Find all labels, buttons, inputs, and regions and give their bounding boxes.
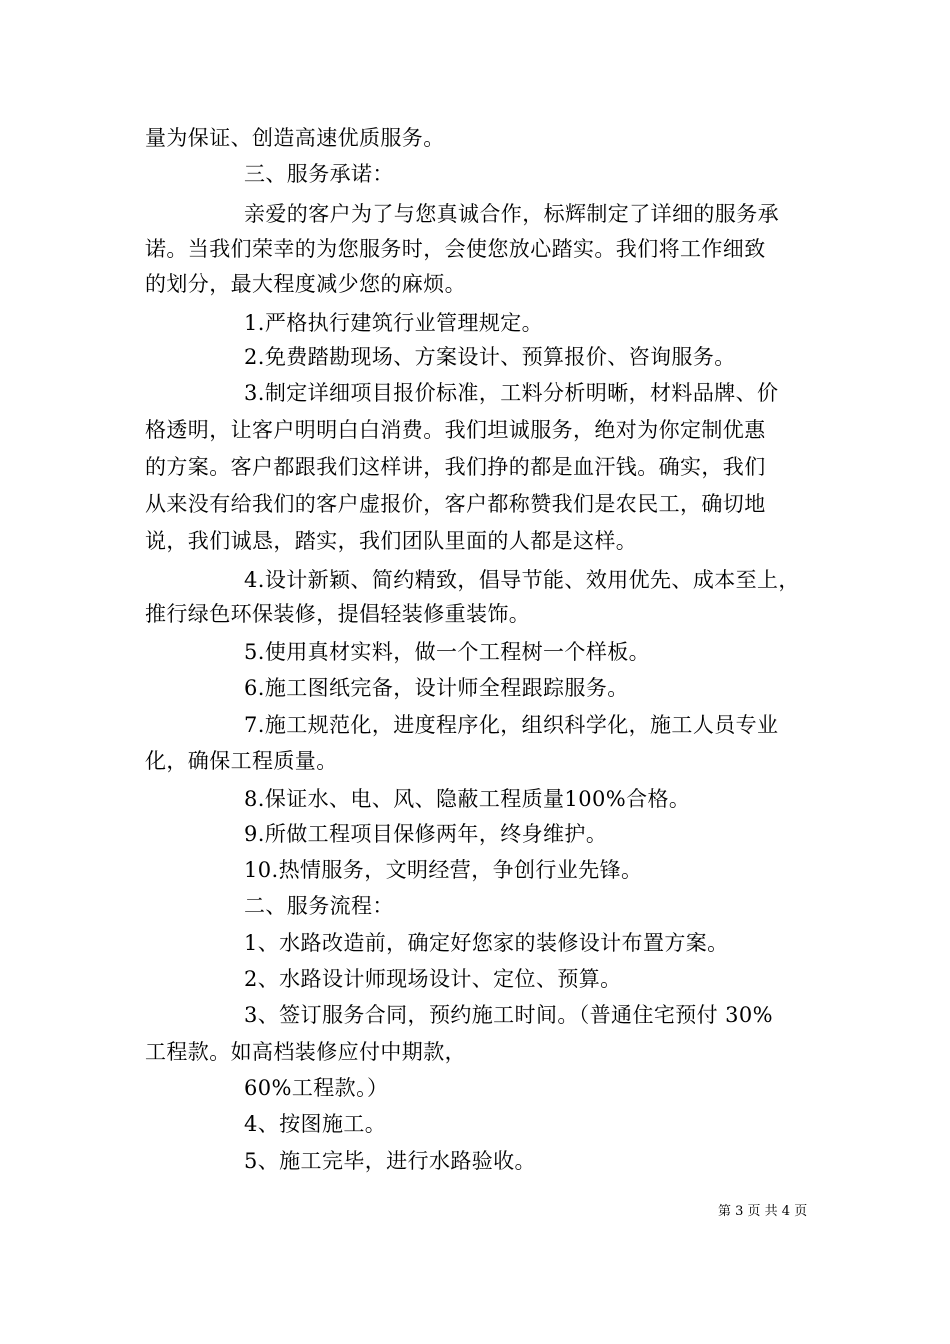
text-line: 格透明，让客户明明白白消费。我们坦诚服务，绝对为你定制优惠 xyxy=(145,418,766,442)
text-line: 的划分，最大程度减少您的麻烦。 xyxy=(145,272,466,296)
list-item: 6.施工图纸完备，设计师全程跟踪服务。 xyxy=(244,676,629,700)
list-item: 3、签订服务合同，预约施工时间。（普通住宅预付 30% xyxy=(244,1003,774,1027)
list-item: 8.保证水、电、风、隐蔽工程质量100%合格。 xyxy=(244,787,691,811)
page-number-footer: 第 3 页 共 4 页 xyxy=(718,1204,808,1219)
text-line: 化，确保工程质量。 xyxy=(145,749,338,773)
text-line: 推行绿色环保装修，提倡轻装修重装饰。 xyxy=(145,602,531,626)
list-item: 5、施工完毕，进行水路验收。 xyxy=(244,1149,536,1173)
list-item: 10.热情服务，文明经营，争创行业先锋。 xyxy=(244,858,643,882)
list-item: 4、按图施工。 xyxy=(244,1112,387,1136)
text-line: 诺。当我们荣幸的为您服务时，会使您放心踏实。我们将工作细致 xyxy=(145,237,766,261)
list-item: 4.设计新颖、简约精致，倡导节能、效用优先、成本至上， xyxy=(244,568,800,592)
text-line: 工程款。如高档装修应付中期款， xyxy=(145,1040,466,1064)
list-item: 9.所做工程项目保修两年，终身维护。 xyxy=(244,822,608,846)
list-item: 2、水路设计师现场设计、定位、预算。 xyxy=(244,967,622,991)
text-line: 亲爱的客户为了与您真诚合作，标辉制定了详细的服务承 xyxy=(244,202,779,226)
list-item: 5.使用真材实料，做一个工程树一个样板。 xyxy=(244,640,651,664)
list-item: 2.免费踏勘现场、方案设计、预算报价、咨询服务。 xyxy=(244,345,736,369)
text-line: 量为保证、创造高速优质服务。 xyxy=(145,126,445,150)
list-item: 1.严格执行建筑行业管理规定。 xyxy=(244,311,544,335)
text-line: 的方案。客户都跟我们这样讲，我们挣的都是血汗钱。确实，我们 xyxy=(145,455,766,479)
list-item: 3.制定详细项目报价标准，工料分析明晰，材料品牌、价 xyxy=(244,381,779,405)
text-line: 从来没有给我们的客户虚报价，客户都称赞我们是农民工，确切地 xyxy=(145,492,766,516)
section-heading: 二、服务流程： xyxy=(244,894,394,918)
text-line: 60%工程款。） xyxy=(244,1076,389,1100)
text-line: 说，我们诚恳，踏实，我们团队里面的人都是这样。 xyxy=(145,529,638,553)
section-heading: 三、服务承诺： xyxy=(244,162,394,186)
list-item: 7.施工规范化，进度程序化，组织科学化，施工人员专业 xyxy=(244,713,779,737)
list-item: 1、水路改造前，确定好您家的装修设计布置方案。 xyxy=(244,931,729,955)
